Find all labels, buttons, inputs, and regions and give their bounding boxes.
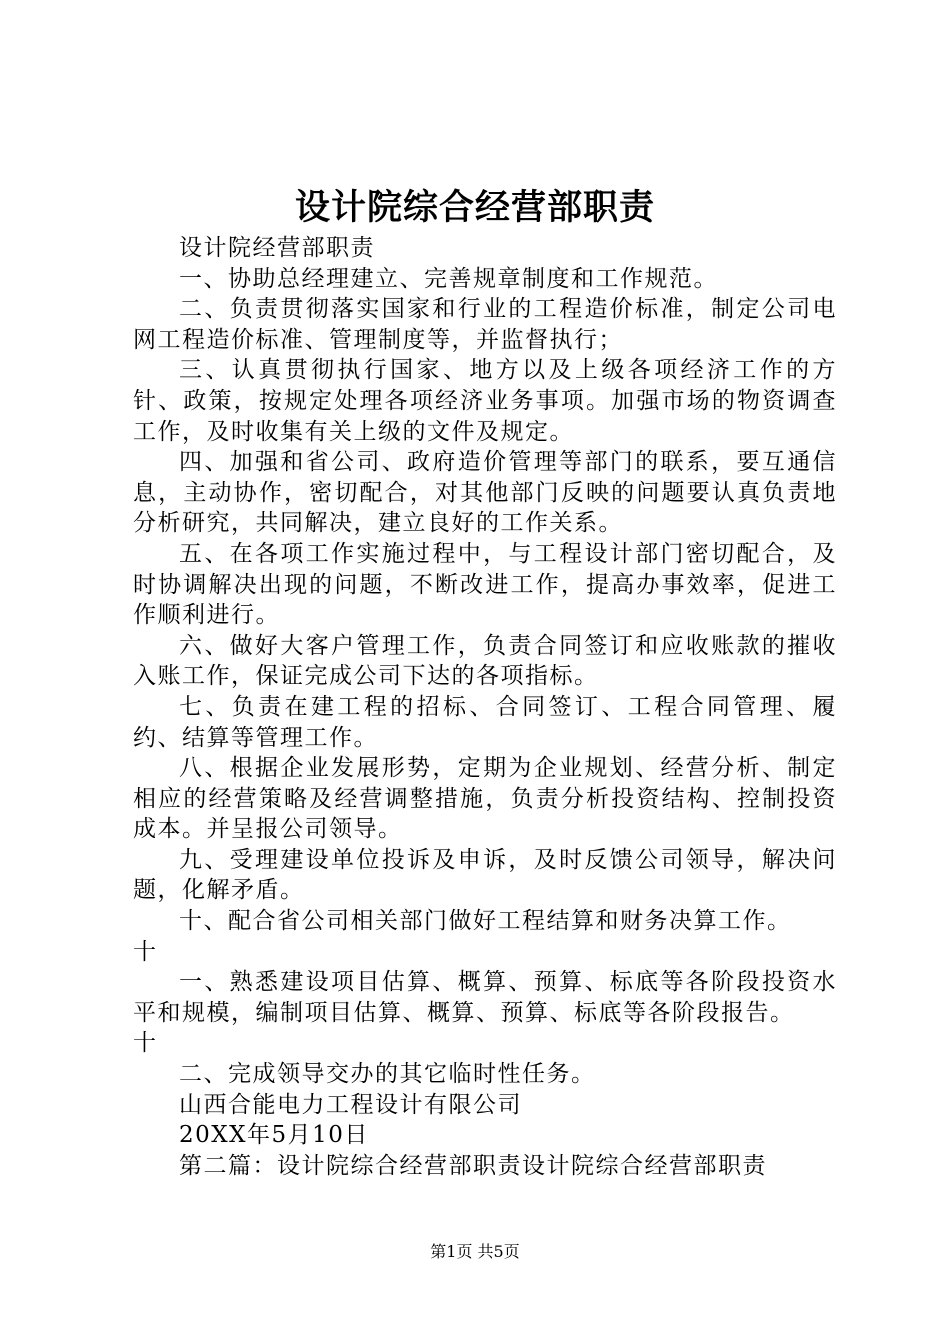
paragraph-item-2: 二、负责贯彻落实国家和行业的工程造价标准，制定公司电网工程造价标准、管理制度等，并监督执行； — [133, 296, 837, 353]
document-body — [133, 233, 837, 1181]
paragraph-heading: 设计院经营部职责 — [179, 235, 375, 261]
paragraph-item-11: 一、熟悉建设项目估算、概算、预算、标底等各阶段投资水平和规模，编制项目估算、概算、预算、标底等各阶段报告。 — [133, 969, 837, 1026]
paragraph-item-12: 二、完成领导交办的其它临时性任务。 — [179, 1061, 596, 1088]
paragraph-item-10: 十、配合省公司相关部门做好工程结算和财务决算工作。 — [179, 908, 792, 935]
page-number-footer: 第1页 共5页 — [430, 1242, 520, 1261]
paragraph-item-1: 一、协助总经理建立、完善规章制度和工作规范。 — [179, 265, 718, 292]
paragraph-item-3: 三、认真贯彻执行国家、地方以及上级各项经济工作的方针、政策，按规定处理各项经济业务事项。加强市场的物资调查工作，及时收集有关上级的文件及规定。 — [133, 357, 837, 445]
document-title: 设计院综合经营部职责 — [294, 187, 655, 228]
second-section-heading: 第二篇：设计院综合经营部职责设计院综合经营部职责 — [179, 1152, 767, 1179]
paragraph-item-5: 五、在各项工作实施过程中，与工程设计部门密切配合，及时协调解决出现的问题，不断改进工作，提高办事效率，促进工作顺利进行。 — [133, 540, 837, 629]
paragraph-item-6: 六、做好大客户管理工作，负责合同签订和应收账款的摧收入账工作，保证完成公司下达的各项指标。 — [133, 632, 837, 690]
paragraph-item-9: 九、受理建设单位投诉及申诉，及时反馈公司领导，解决问题，化解矛盾。 — [133, 846, 837, 904]
paragraph-item-7: 七、负责在建工程的招标、合同签订、工程合同管理、履约、结算等管理工作。 — [133, 693, 837, 751]
company-name: 山西合能电力工程设计有限公司 — [179, 1091, 522, 1118]
paragraph-item-8: 八、根据企业发展形势，定期为企业规划、经营分析、制定相应的经营策略及经营调整措施，负责分析投资结构、控制投资成本。并呈报公司领导。 — [133, 755, 837, 843]
paragraph-item-4: 四、加强和省公司、政府造价管理等部门的联系，要互通信息，主动协作，密切配合，对其他部门反映的问题要认真负责地分析研究，共同解决，建立良好的工作关系。 — [133, 449, 837, 537]
document-date: 20XX年5月10日 — [179, 1122, 369, 1149]
paragraph-fragment-ten-a: 十 — [133, 938, 158, 965]
paragraph-fragment-ten-b: 十 — [133, 1030, 158, 1057]
